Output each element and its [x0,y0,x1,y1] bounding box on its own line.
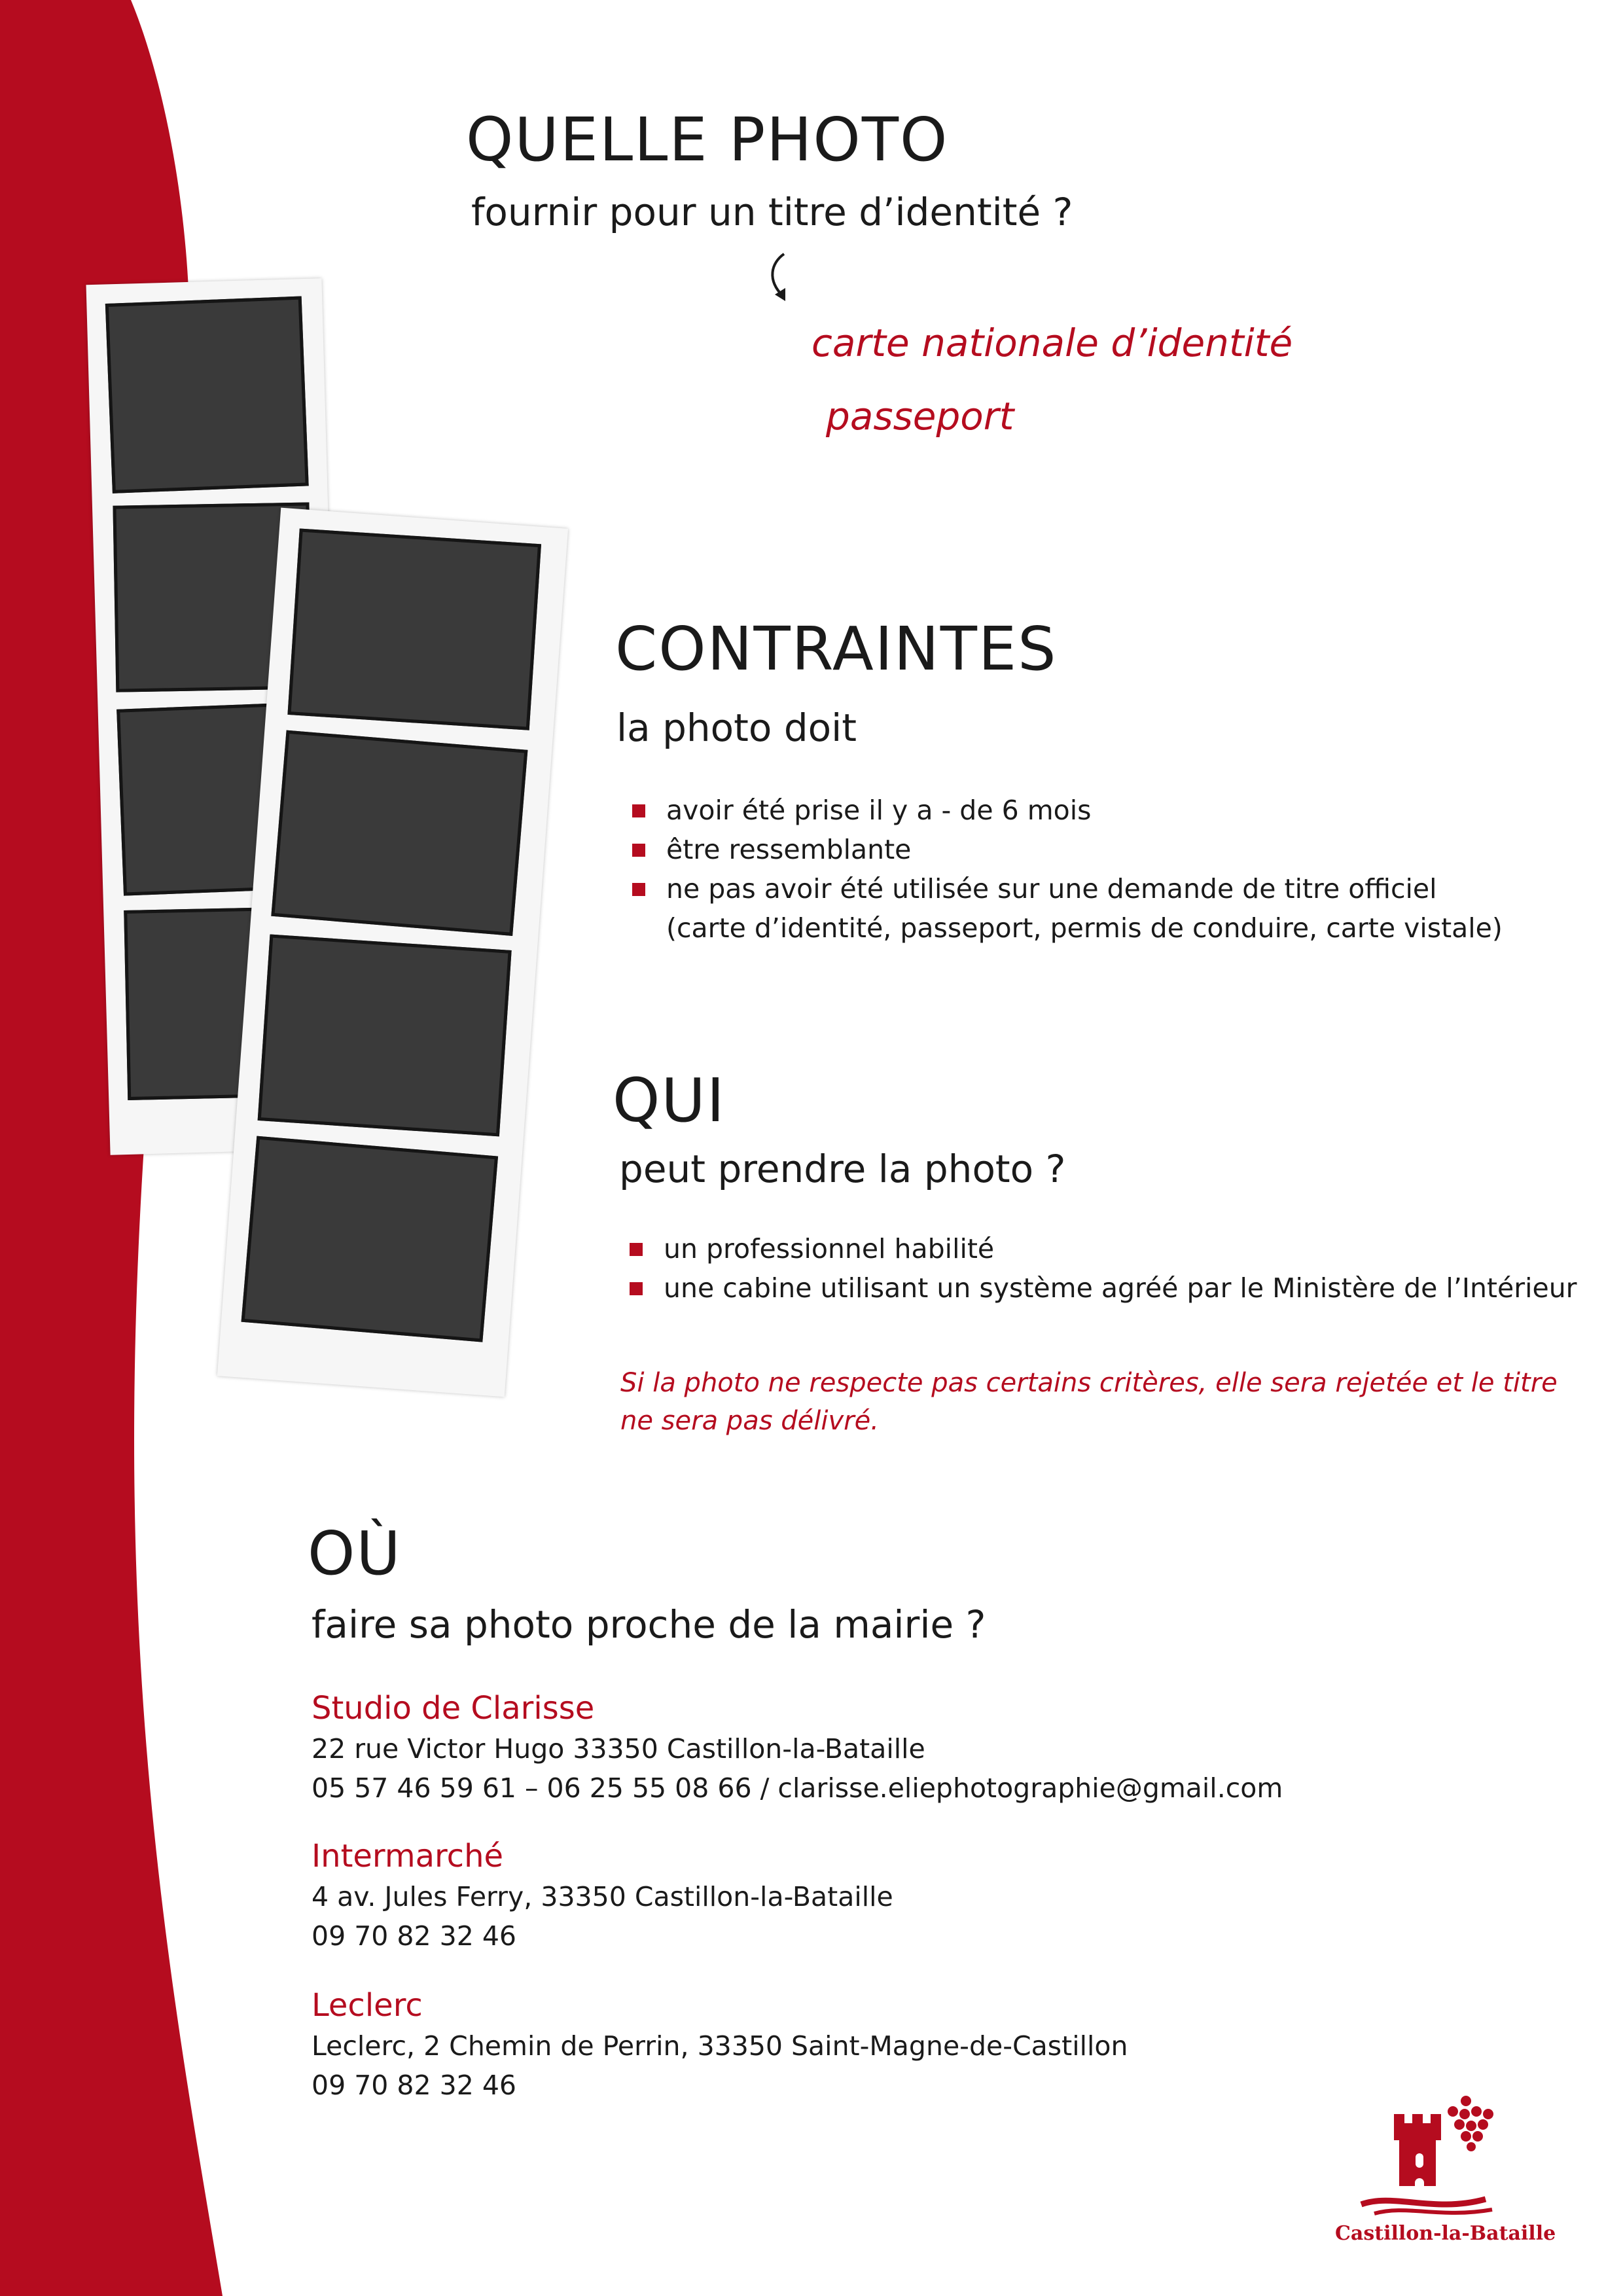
location-name: Leclerc [312,1987,423,2024]
rejection-note: Si la photo ne respecte pas certains critères, elle sera rejetée et le titre ne sera pas délivré. [620,1368,1558,1436]
bullet-square-icon [632,804,645,817]
curved-arrow-icon [759,249,805,308]
main-title: QUELLE PHOTO [466,105,949,175]
location-name: Intermarché [312,1838,504,1874]
location-name: Studio de Clarisse [312,1690,595,1727]
ou-title: OÙ [308,1518,402,1588]
location-address: Leclerc, 2 Chemin de Perrin, 33350 Saint-Magne-de-Castillon [312,2030,1128,2062]
doc-type-passport: passeport [826,394,1014,439]
location-leclerc [312,1987,1128,2105]
logo-text: Castillon-la-Bataille [1335,2222,1556,2245]
contraintes-title: CONTRAINTES [615,614,1058,684]
list-item: avoir été prise il y a - de 6 mois [628,791,1503,830]
location-contact: 09 70 82 32 46 [312,2070,516,2101]
bullet-square-icon [630,1243,643,1256]
location-contact: 09 70 82 32 46 [312,1920,516,1952]
list-item: un professionnel habilité [626,1229,1577,1268]
contraintes-subtitle: la photo doit [616,706,857,750]
list-item: une cabine utilisant un système agréé par le Ministère de l’Intérieur [626,1268,1577,1308]
ou-subtitle: faire sa photo proche de la mairie ? [312,1602,986,1647]
qui-title: QUI [613,1066,726,1136]
location-studio [312,1690,1283,1808]
contraintes-continuation: (carte d’identité, passeport, permis de conduire, carte vistale) [666,912,1503,944]
location-address: 22 rue Victor Hugo 33350 Castillon-la-Bataille [312,1733,925,1765]
qui-subtitle: peut prendre la photo ? [619,1147,1066,1191]
photo-frame [258,934,512,1136]
castle-tower-grapes-icon [1355,2088,1505,2219]
bullet-square-icon [632,883,645,896]
doc-type-cni: carte nationale d’identité [812,321,1293,365]
bullet-square-icon [630,1282,643,1295]
location-contact: 05 57 46 59 61 – 06 25 55 08 66 / clarisse.eliephotographie@gmail.com [312,1772,1283,1804]
list-item: être ressemblante [628,830,1503,869]
photo-frame [241,1136,499,1342]
photo-frame [105,296,309,493]
list-item: ne pas avoir été utilisée sur une demande de titre officiel [628,869,1503,908]
bullet-square-icon [632,844,645,857]
photo-frame [287,528,541,730]
location-address: 4 av. Jules Ferry, 33350 Castillon-la-Bataille [312,1881,893,1912]
photo-frame [271,730,527,936]
location-intermarche [312,1838,893,1956]
main-subtitle: fournir pour un titre d’identité ? [471,190,1073,234]
contraintes-list [628,791,1503,948]
qui-list [626,1229,1577,1308]
